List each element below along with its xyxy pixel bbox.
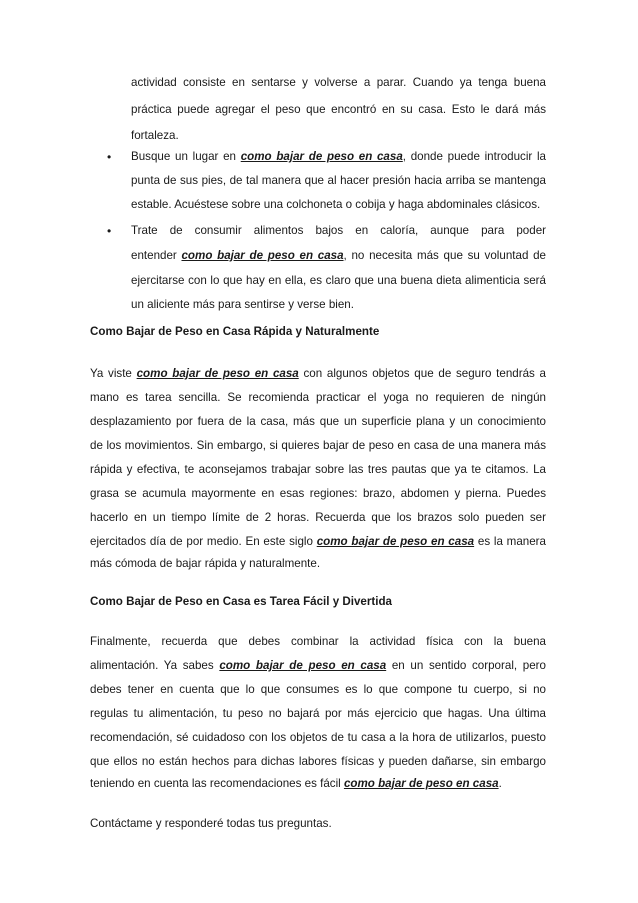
paragraph-line: de los movimientos. Sin embargo, si quieres bajar de peso en casa de una manera más — [90, 439, 546, 452]
bullet-line: entender como bajar de peso en casa, no necesita más que su voluntad de — [131, 249, 546, 262]
paragraph-line: recomendación, sé cuidadoso con los objetos de tu casa a la hora de utilizarlos, puesto — [90, 731, 546, 744]
bullet-dot: • — [107, 224, 112, 238]
section-heading: Como Bajar de Peso en Casa es Tarea Fácil y Divertida — [90, 595, 392, 608]
keyword-link: como bajar de peso en casa — [316, 535, 475, 548]
paragraph-line: teniendo en cuenta las recomendaciones es fácil como bajar de peso en casa. — [90, 777, 502, 790]
bullet-line: un aliciente más para sentirse y verse bien. — [131, 298, 354, 311]
section-heading: Como Bajar de Peso en Casa Rápida y Naturalmente — [90, 325, 380, 338]
paragraph-line: Finalmente, recuerda que debes combinar la actividad física con la buena — [90, 635, 546, 648]
paragraph-line: alimentación. Ya sabes como bajar de peso en casa en un sentido corporal, pero — [90, 659, 546, 672]
paragraph-line: desplazamiento por fuera de la casa, más que un superficie plana y un conocimiento — [90, 415, 546, 428]
paragraph-line: mano es tarea sencilla. Se recomienda practicar el yoga no requieren de ningún — [90, 391, 546, 404]
paragraph-line: rápida y efectiva, te aconsejamos trabajar sobre las tres pautas que ya te citamos. La — [90, 463, 546, 476]
paragraph-line: actividad consiste en sentarse y volverse a parar. Cuando ya tenga buena — [131, 76, 546, 89]
paragraph-line: fortaleza. — [131, 129, 179, 142]
paragraph-line: regulas tu alimentación, tu peso no bajará por más ejercicio que hagas. Una última — [90, 707, 546, 720]
bullet-line: Busque un lugar en como bajar de peso en casa, donde puede introducir la — [131, 150, 547, 163]
paragraph-line: ejercitados día de por medio. En este siglo como bajar de peso en casa es la manera — [90, 535, 546, 548]
keyword-link: como bajar de peso en casa — [219, 659, 387, 672]
bullet-line: estable. Acuéstese sobre una colchoneta o cobija y haga abdominales clásicos. — [131, 198, 541, 211]
keyword-link: como bajar de peso en casa — [181, 249, 344, 262]
paragraph-line: grasa se acumula mayormente en esas regiones: brazo, abdomen y pierna. Puedes — [90, 487, 546, 500]
paragraph-line: debes tener en cuenta que lo que consumes es lo que compone tu cuerpo, si no — [90, 683, 546, 696]
bullet-line: ejercitarse con lo que hay en ella, es claro que una buena dieta alimenticia será — [131, 274, 546, 287]
keyword-link: como bajar de peso en casa — [240, 150, 403, 163]
paragraph-line: práctica puede agregar el peso que encontró en su casa. Esto le dará más — [131, 103, 546, 116]
bullet-line: Trate de consumir alimentos bajos en caloría, aunque para poder — [131, 224, 546, 237]
bullet-dot: • — [107, 150, 112, 164]
bullet-line: punta de sus pies, de tal manera que al hacer presión hacia arriba se mantenga — [131, 174, 546, 187]
paragraph-line: Ya viste como bajar de peso en casa con algunos objetos que de seguro tendrás a — [90, 367, 546, 380]
keyword-link: como bajar de peso en casa — [136, 367, 299, 380]
paragraph-line: hacerlo en un tiempo límite de 2 horas. Recuerda que los brazos solo pueden ser — [90, 511, 546, 524]
closing-line: Contáctame y responderé todas tus preguntas. — [90, 817, 332, 830]
paragraph-line: más cómoda de bajar rápida y naturalmente. — [90, 557, 321, 570]
paragraph-line: que ellos no están hechos para dichas labores físicas y pueden dañarse, sin embargo — [90, 755, 546, 768]
keyword-link: como bajar de peso en casa — [343, 777, 499, 790]
